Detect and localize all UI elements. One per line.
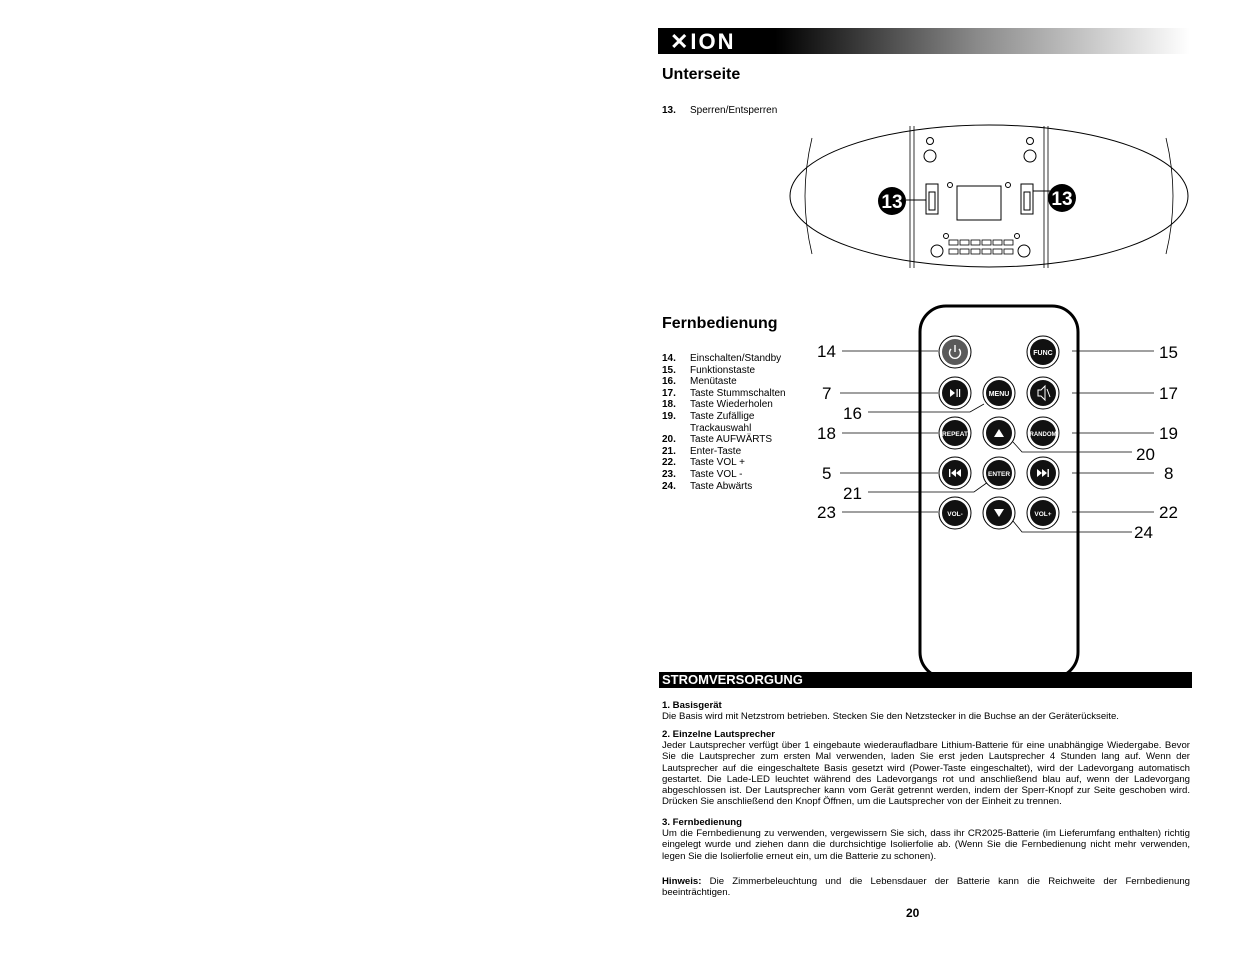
list-item: Trackauswahl — [690, 422, 752, 434]
unterseite-list — [662, 105, 777, 117]
svg-text:13: 13 — [1051, 189, 1073, 210]
func-button[interactable] — [1027, 336, 1059, 368]
section-heading: 2. Einzelne Lautsprecher — [662, 729, 776, 740]
svg-text:FUNC: FUNC — [1033, 350, 1053, 357]
power-section-2 — [662, 729, 1190, 807]
list-item: 24. Taste Abwärts — [662, 480, 753, 492]
label-17: 17 — [1159, 384, 1178, 403]
svg-text:VOL+: VOL+ — [1034, 511, 1052, 518]
remote-title: Fernbedienung — [662, 315, 778, 332]
svg-text:REPEAT: REPEAT — [942, 431, 968, 438]
vol-plus-button[interactable] — [1027, 497, 1059, 529]
header-logo-bar — [658, 28, 1190, 54]
mute-button[interactable] — [1027, 377, 1059, 409]
label-24: 24 — [1134, 523, 1153, 542]
remote-list — [662, 353, 786, 492]
label-20: 20 — [1136, 445, 1155, 464]
note-text: Die Zimmerbeleuchtung und die Lebensdauer der Batterie kann die Reichweite der Fernbedienung beeinträchtigen. — [662, 876, 1190, 899]
section-heading: 1. Basisgerät — [662, 700, 722, 711]
previous-track-button[interactable] — [939, 457, 971, 489]
remote-illustration — [810, 300, 1190, 685]
note-label: Hinweis: — [662, 876, 702, 887]
unterseite-illustration — [788, 122, 1190, 272]
vol-minus-button[interactable] — [939, 497, 971, 529]
svg-text:ENTER: ENTER — [987, 471, 1011, 478]
svg-text:MENU: MENU — [988, 391, 1010, 398]
list-item: 22. Taste VOL + — [662, 457, 745, 469]
repeat-button[interactable] — [939, 417, 971, 449]
section-text: Jeder Lautsprecher verfügt über 1 eingebaute wiederaufladbare Lithium-Batterie für eine unabhängige Wiedergabe. Bevor Sie die Lautsprecher zum ersten Mal verwenden, laden Sie erst jeden Lautsprecher 4 Stunden lang auf. Wenn der Lautsprecher auf die eingeschaltete Basis gesetzt wird (Power-Taste eingeschaltet), wird der Ladevorgang automatisch gestartet. Die Lade-LED leuchtet während des Ladevorgangs rot und anschließend blau auf, wenn der Ladevorgang abgeschlossen ist. Der Lautsprecher kann vom Gerät getrennt werden, indem der Sperr-Knopf zur Seite geschoben wird. Drücken Sie anschließend den Knopf Öffnen, um die Lautsprecher von der Einheit zu trennen. — [662, 740, 1190, 808]
label-15: 15 — [1159, 343, 1178, 362]
list-item: 16. Menütaste — [662, 376, 737, 388]
label-5: 5 — [822, 464, 832, 483]
section-text: Die Basis wird mit Netzstrom betrieben. Stecken Sie den Netzstecker in die Buchse an der Geräterückseite. — [662, 711, 1119, 723]
label-19: 19 — [1159, 424, 1178, 443]
random-button[interactable] — [1027, 417, 1059, 449]
label-23: 23 — [817, 503, 836, 522]
label-7: 7 — [822, 384, 832, 403]
list-item: 13. Sperren/Entsperren — [662, 105, 778, 116]
play-pause-button[interactable] — [939, 377, 971, 409]
svg-text:13: 13 — [881, 192, 903, 213]
power-section-1 — [662, 700, 1190, 722]
label-14: 14 — [817, 342, 836, 361]
enter-button[interactable] — [983, 457, 1015, 489]
down-button[interactable] — [983, 497, 1015, 529]
list-item: 17. Taste Stummschalten — [662, 387, 786, 399]
section-heading: 3. Fernbedienung — [662, 817, 742, 828]
list-item: 20. Taste AUFWÄRTS — [662, 434, 773, 446]
list-item: 14. Einschalten/Standby — [662, 353, 782, 364]
note — [662, 876, 1190, 898]
menu-button[interactable] — [983, 377, 1015, 409]
next-track-button[interactable] — [1027, 457, 1059, 489]
list-item: 15. Funktionstaste — [662, 364, 756, 376]
label-8: 8 — [1164, 464, 1174, 483]
ion-logo: ✕ION — [670, 29, 736, 54]
list-item: 19. Taste Zufällige — [662, 410, 755, 422]
svg-text:VOL-: VOL- — [947, 511, 963, 518]
section-text: Um die Fernbedienung zu verwenden, vergewissern Sie sich, dass ihr CR2025-Batterie (im Lieferumfang enthalten) richtig eingelegt wurde und ziehen dann die durchsichtige Isolierfolie ab. (Wenn Sie die Fernbedienung nicht mehr verwenden, legen Sie die Isolierfolie erneut ein, um die Batterie zu schonen). — [662, 828, 1190, 862]
label-18: 18 — [817, 424, 836, 443]
page-number: 20 — [906, 906, 920, 920]
list-item: 18. Taste Wiederholen — [662, 399, 773, 411]
power-button[interactable] — [939, 336, 971, 368]
section-banner: STROMVERSORGUNG — [659, 672, 1192, 688]
up-button[interactable] — [983, 417, 1015, 449]
power-section-3 — [662, 817, 1190, 862]
label-22: 22 — [1159, 503, 1178, 522]
svg-text:RANDOM: RANDOM — [1029, 432, 1057, 438]
previous-track-icon — [949, 469, 950, 477]
label-16: 16 — [843, 404, 862, 423]
list-item: 21. Enter-Taste — [662, 445, 742, 457]
label-21: 21 — [843, 484, 862, 503]
unterseite-title: Unterseite — [662, 66, 741, 83]
list-item: 23. Taste VOL - — [662, 468, 743, 480]
